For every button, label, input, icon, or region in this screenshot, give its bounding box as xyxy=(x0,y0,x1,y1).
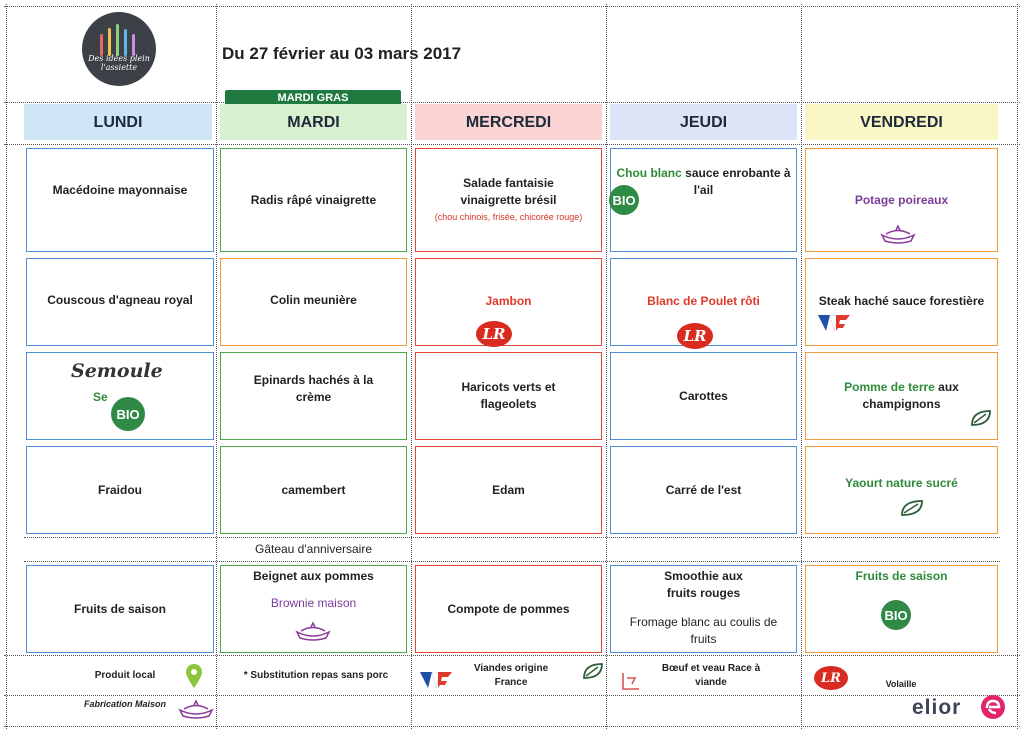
menu-cell xyxy=(610,565,797,653)
logo-text: Des idées plein l'assiette xyxy=(88,54,150,72)
special-day-badge: MARDI GRAS xyxy=(225,90,401,107)
dish-label: Colin meunière xyxy=(270,292,357,307)
dish-label: Blanc de Poulet rôti xyxy=(647,294,760,308)
dish-note: (chou chinois, frisée, chicorée rouge) xyxy=(434,211,583,222)
dish-label: Fruits de saison xyxy=(855,569,948,583)
menu-cell xyxy=(805,258,998,346)
dish-bio-part: Pomme de terre xyxy=(844,380,935,394)
menu-cell xyxy=(220,446,407,534)
dish-label: Haricots verts et flageolets xyxy=(461,380,556,411)
bio-badge: BIO xyxy=(881,600,911,630)
leaf-icon xyxy=(900,499,924,517)
menu-cell xyxy=(220,148,407,252)
race-a-viande-icon xyxy=(620,670,642,692)
menu-cell xyxy=(415,258,602,346)
menu-cell xyxy=(610,352,797,440)
dish-label xyxy=(832,379,972,413)
menu-cell xyxy=(805,565,998,653)
menu-cell xyxy=(26,352,214,440)
menu-cell xyxy=(415,565,602,653)
dish-rest: sauce enrobante à l'ail xyxy=(685,166,791,197)
dish-label: Couscous d'agneau royal xyxy=(47,292,193,307)
dish-label: Smoothie aux fruits rouges xyxy=(664,569,743,600)
leaf-icon xyxy=(582,662,604,680)
homemade-dish-icon xyxy=(878,223,918,245)
menu-cell xyxy=(610,258,797,346)
dish-label: Yaourt nature sucré xyxy=(845,476,958,490)
menu-cell xyxy=(26,565,214,653)
dish-label: Edam xyxy=(492,482,525,497)
label-rouge-icon: LR xyxy=(814,666,848,690)
dish-label: Se xyxy=(93,390,108,404)
brand-logo xyxy=(82,12,156,86)
dish-label: Epinards hachés à la crème xyxy=(253,373,374,404)
dish-label: Compote de pommes xyxy=(447,601,570,616)
menu-cell xyxy=(415,352,602,440)
dish-label: Salade fantaisie vinaigrette brésil xyxy=(460,175,557,207)
dish-extra-label: Brownie maison xyxy=(270,596,357,610)
menu-cell xyxy=(220,565,407,653)
menu-cell xyxy=(415,446,602,534)
menu-cell xyxy=(26,148,214,252)
dish-label: Fraidou xyxy=(98,482,142,497)
menu-cell xyxy=(805,148,998,252)
dish-label: camembert xyxy=(281,482,346,497)
menu-title: Du 27 février au 03 mars 2017 xyxy=(222,44,462,63)
dish-label: Radis râpé vinaigrette xyxy=(250,192,377,207)
menu-cell xyxy=(415,148,602,252)
dish-label: Steak haché sauce forestière xyxy=(818,294,985,308)
bio-badge: BIO xyxy=(609,185,639,215)
dish-label: Macédoine mayonnaise xyxy=(52,182,188,197)
elior-logo-icon xyxy=(980,694,1006,720)
dish-label: Carottes xyxy=(679,388,728,403)
legend-boeuf: Bœuf et veau Race à viande xyxy=(661,663,761,688)
extra-dish-label: Gâteau d'anniversaire xyxy=(254,542,373,556)
day-header-vendredi: VENDREDI xyxy=(805,104,998,140)
dish-label: Beignet aux pommes xyxy=(253,569,374,583)
day-header-lundi: LUNDI xyxy=(24,104,212,140)
label-rouge-icon: LR xyxy=(677,323,713,349)
menu-cell xyxy=(805,352,998,440)
menu-cell xyxy=(26,258,214,346)
legend-homemade: Fabrication Maison xyxy=(83,699,166,709)
dish-label: Fruits de saison xyxy=(73,601,167,616)
dish-label: Carré de l'est xyxy=(665,482,742,497)
homemade-dish-icon xyxy=(176,698,216,720)
viande-france-icon xyxy=(818,315,850,333)
menu-cell xyxy=(26,446,214,534)
legend-local: Produit local xyxy=(94,670,156,681)
dish-bio-part: Chou blanc xyxy=(616,166,682,180)
legend-substitution: * Substitution repas sans porc xyxy=(243,670,389,681)
leaf-icon xyxy=(970,409,992,427)
homemade-dish-icon xyxy=(293,620,333,642)
dish-label: Potage poireaux xyxy=(854,192,949,207)
dish-label: Jambon xyxy=(485,294,532,308)
day-header-mercredi: MERCREDI xyxy=(415,104,602,140)
handwritten-correction: Semoule xyxy=(71,360,163,382)
legend-volaille: Volaille xyxy=(885,679,917,689)
brand-name: elior xyxy=(912,696,962,719)
dish-rest: aux champignons xyxy=(862,380,959,411)
dish-extra-label: Fromage blanc au coulis de fruits xyxy=(629,615,778,646)
location-pin-icon xyxy=(186,664,202,688)
viande-france-icon xyxy=(420,672,452,690)
bio-badge: BIO xyxy=(111,397,145,431)
menu-cell xyxy=(220,258,407,346)
label-rouge-icon: LR xyxy=(476,321,512,347)
menu-cell xyxy=(220,352,407,440)
menu-cell xyxy=(805,446,998,534)
menu-cell xyxy=(610,446,797,534)
menu-cell xyxy=(610,148,797,252)
dish-label xyxy=(616,165,791,199)
legend-viandes: Viandes origine France xyxy=(473,663,549,688)
day-header-jeudi: JEUDI xyxy=(610,104,797,140)
day-header-mardi: MARDI xyxy=(220,104,407,140)
